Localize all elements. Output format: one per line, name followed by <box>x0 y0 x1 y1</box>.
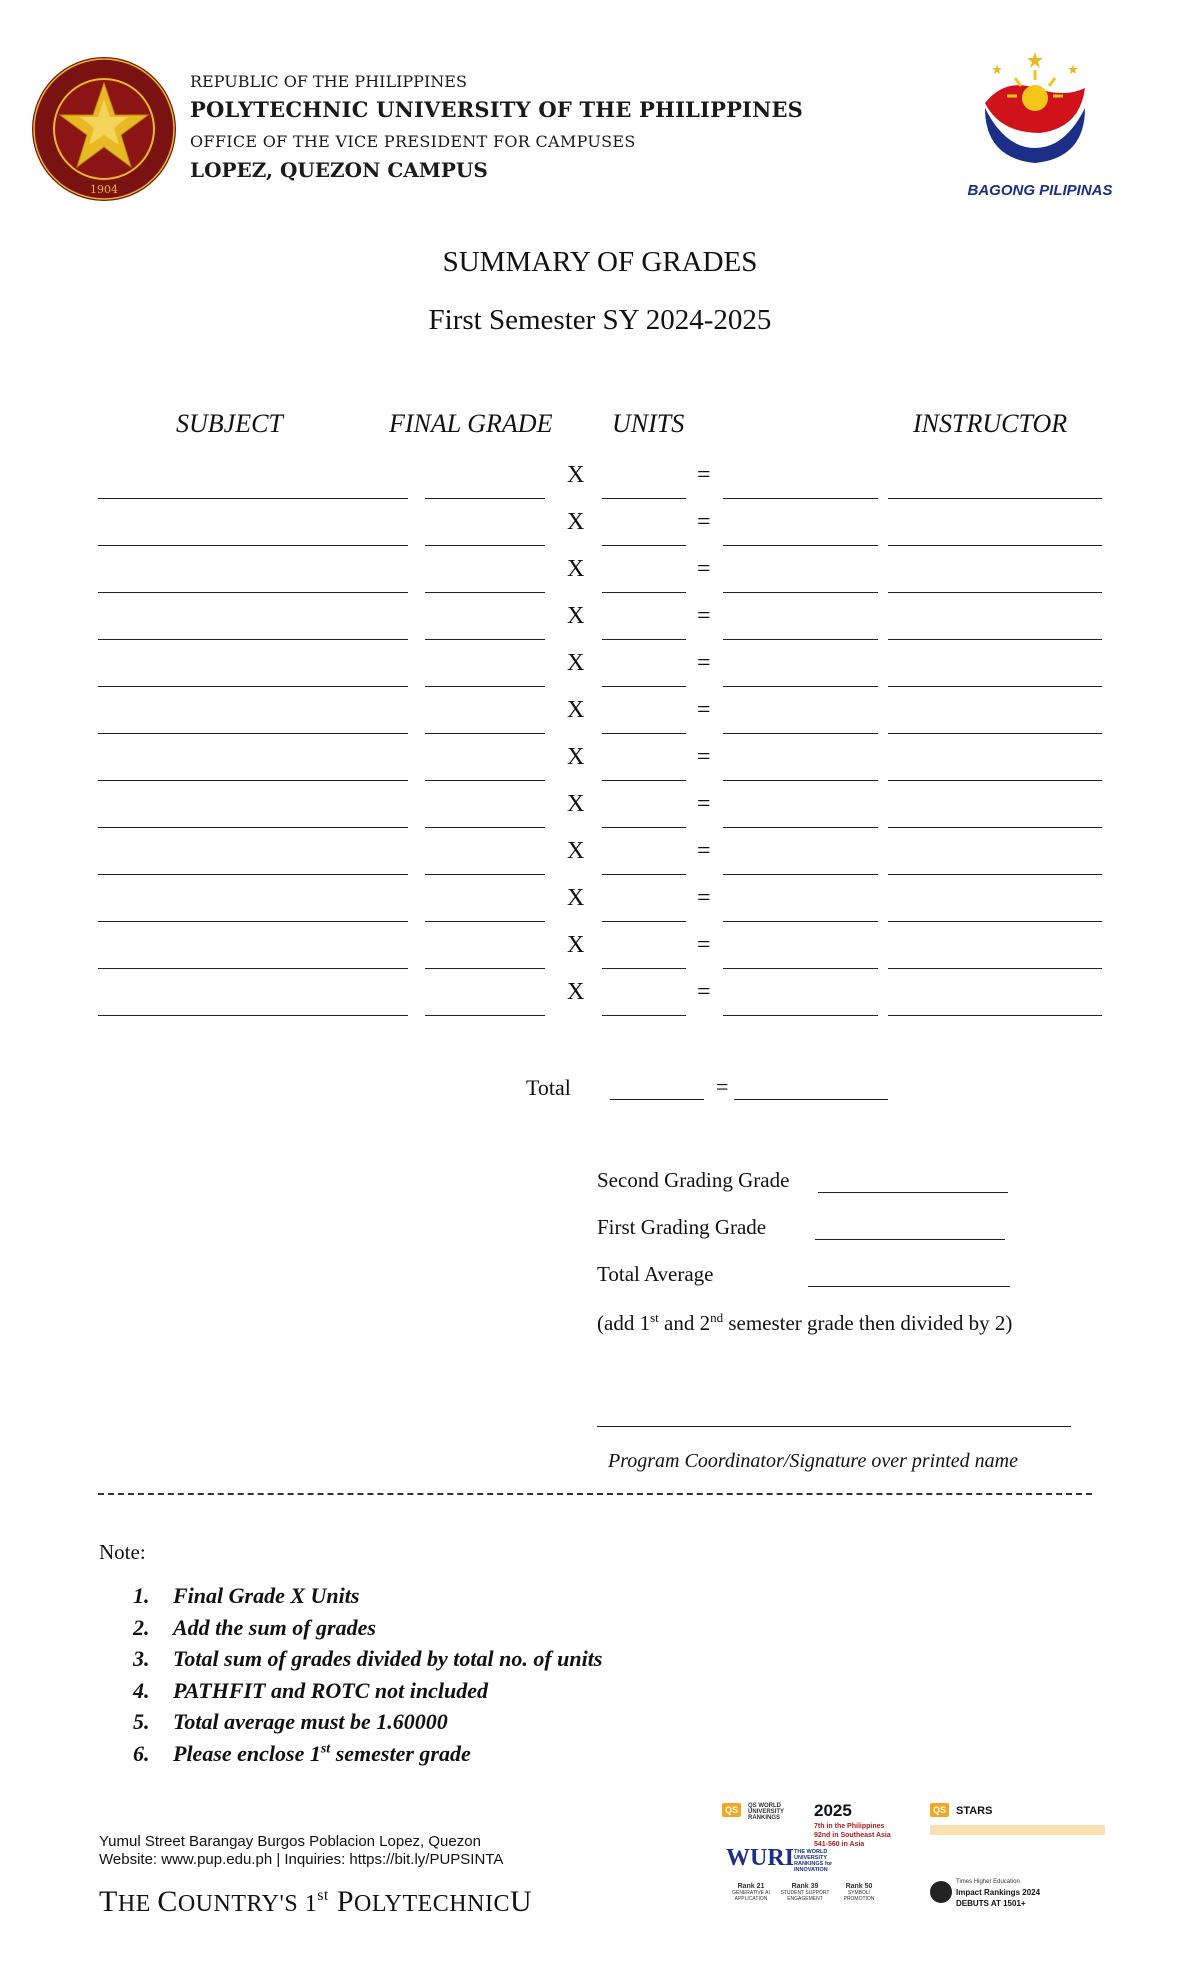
final-grade-field[interactable] <box>425 686 545 687</box>
pup-seal-logo <box>30 55 178 203</box>
units-field[interactable] <box>602 686 686 687</box>
grade-row <box>0 507 1200 554</box>
times-sign: X <box>567 932 585 958</box>
bagong-pilipinas-logo <box>965 48 1105 168</box>
grade-row <box>0 977 1200 1024</box>
wuri-sub: THE WORLD UNIVERSITY RANKINGS for INNOVATION <box>794 1849 833 1873</box>
units-field[interactable] <box>602 1015 686 1016</box>
times-sign: X <box>567 556 585 582</box>
final-grade-field[interactable] <box>425 827 545 828</box>
equals-sign: = <box>697 885 711 911</box>
note-item: 5. Total average must be 1.60000 <box>133 1709 448 1734</box>
total-average-field[interactable] <box>808 1286 1010 1287</box>
subject-field[interactable] <box>98 968 408 969</box>
instructor-field[interactable] <box>888 968 1102 969</box>
equals-sign: = <box>697 838 711 864</box>
cut-line-divider <box>98 1493 1092 1495</box>
qs-stars-label: STARS <box>956 1805 993 1817</box>
product-field[interactable] <box>723 733 878 734</box>
grade-row <box>0 742 1200 789</box>
second-grading-field[interactable] <box>818 1192 1008 1193</box>
units-field[interactable] <box>602 827 686 828</box>
the-label: Times Higher Education <box>956 1879 1020 1885</box>
signature-caption: Program Coordinator/Signature over printed name <box>608 1450 1018 1472</box>
grade-row <box>0 883 1200 930</box>
wuri-rank-39: Rank 39 STUDENT SUPPORT ENGAGEMENT <box>780 1883 830 1902</box>
instructor-field[interactable] <box>888 498 1102 499</box>
note-list <box>133 1583 602 1772</box>
qs-wur-label: QS WORLD UNIVERSITY RANKINGS <box>748 1803 784 1821</box>
header-university: POLYTECHNIC UNIVERSITY OF THE PHILIPPINES <box>190 97 804 122</box>
units-field[interactable] <box>602 498 686 499</box>
subject-field[interactable] <box>98 1015 408 1016</box>
grade-row <box>0 601 1200 648</box>
column-header-units: UNITS <box>612 409 685 438</box>
instructor-field[interactable] <box>888 686 1102 687</box>
note-item: 6. Please enclose 1st semester grade <box>133 1740 471 1766</box>
total-label: Total <box>526 1075 571 1100</box>
document-subtitle: First Semester SY 2024-2025 <box>428 304 772 336</box>
signature-line[interactable] <box>597 1426 1071 1427</box>
subject-field[interactable] <box>98 921 408 922</box>
qs-badge-icon: QS <box>722 1803 741 1817</box>
wuri-logo: WURI <box>726 1845 795 1871</box>
final-grade-field[interactable] <box>425 639 545 640</box>
times-sign: X <box>567 462 585 488</box>
header-campus: LOPEZ, QUEZON CAMPUS <box>190 158 488 182</box>
footer-address: Yumul Street Barangay Burgos Poblacion Lopez, Quezon <box>99 1833 481 1850</box>
product-field[interactable] <box>723 686 878 687</box>
rankings-badges <box>722 1803 1110 1923</box>
product-field[interactable] <box>723 968 878 969</box>
note-item: 2. Add the sum of grades <box>133 1614 376 1640</box>
instructor-field[interactable] <box>888 921 1102 922</box>
times-sign: X <box>567 838 585 864</box>
the-debut: DEBUTS AT 1501+ <box>956 1899 1026 1908</box>
footer-website: Website: www.pup.edu.ph | Inquiries: https://bit.ly/PUPSINTA <box>99 1851 504 1868</box>
bagong-pilipinas-text: BAGONG PILIPINAS <box>967 182 1113 199</box>
document-title: SUMMARY OF GRADES <box>442 246 758 278</box>
instructor-field[interactable] <box>888 827 1102 828</box>
instructor-field[interactable] <box>888 733 1102 734</box>
the-logo-icon <box>930 1881 952 1903</box>
times-sign: X <box>567 885 585 911</box>
equals-sign: = <box>697 603 711 629</box>
qs-year: 2025 <box>814 1801 852 1820</box>
times-sign: X <box>567 791 585 817</box>
final-grade-field[interactable] <box>425 733 545 734</box>
grade-row <box>0 836 1200 883</box>
qs-sea-rank: 92nd in Southeast Asia <box>814 1832 891 1839</box>
product-field[interactable] <box>723 592 878 593</box>
qs-asia-rank: 541-560 in Asia <box>814 1841 865 1848</box>
instructor-field[interactable] <box>888 639 1102 640</box>
equals-sign: = <box>697 744 711 770</box>
final-grade-field[interactable] <box>425 498 545 499</box>
instructor-field[interactable] <box>888 545 1102 546</box>
times-sign: X <box>567 697 585 723</box>
total-equals-sign: = <box>716 1074 729 1099</box>
units-field[interactable] <box>602 780 686 781</box>
average-instruction: (add 1st and 2nd semester grade then divided by 2) <box>597 1310 1013 1335</box>
product-field[interactable] <box>723 780 878 781</box>
grade-row <box>0 648 1200 695</box>
instructor-field[interactable] <box>888 874 1102 875</box>
product-field[interactable] <box>723 827 878 828</box>
product-field[interactable] <box>723 498 878 499</box>
times-sign: X <box>567 509 585 535</box>
final-grade-field[interactable] <box>425 1015 545 1016</box>
subject-field[interactable] <box>98 592 408 593</box>
second-grading-label: Second Grading Grade <box>597 1168 790 1192</box>
first-grading-field[interactable] <box>815 1239 1005 1240</box>
header-republic: REPUBLIC OF THE PHILIPPINES <box>190 72 467 91</box>
note-item: 3. Total sum of grades divided by total no. of units <box>133 1646 603 1671</box>
column-header-final-grade: FINAL GRADE <box>389 409 553 438</box>
equals-sign: = <box>697 932 711 958</box>
wuri-rank-21: Rank 21 GENERATIVE AI APPLICATION <box>732 1883 770 1902</box>
units-field[interactable] <box>602 874 686 875</box>
instructor-field[interactable] <box>888 592 1102 593</box>
subject-field[interactable] <box>98 733 408 734</box>
footer-motto: THE COUNTRY'S 1st POLYTECHNICU <box>99 1885 533 1918</box>
grade-row <box>0 695 1200 742</box>
subject-field[interactable] <box>98 545 408 546</box>
grade-row <box>0 789 1200 836</box>
equals-sign: = <box>697 556 711 582</box>
svg-text:1904: 1904 <box>90 183 118 196</box>
note-item: 4. PATHFIT and ROTC not included <box>133 1677 488 1703</box>
subject-field[interactable] <box>98 498 408 499</box>
grade-row <box>0 460 1200 507</box>
subject-field[interactable] <box>98 639 408 640</box>
units-field[interactable] <box>602 921 686 922</box>
column-header-subject: SUBJECT <box>176 409 283 438</box>
column-header-instructor: INSTRUCTOR <box>913 409 1068 438</box>
times-sign: X <box>567 650 585 676</box>
total-average-label: Total Average <box>597 1262 714 1286</box>
equals-sign: = <box>697 509 711 535</box>
equals-sign: = <box>697 791 711 817</box>
grade-rows <box>0 460 1200 1024</box>
final-grade-field[interactable] <box>425 545 545 546</box>
header-office: OFFICE OF THE VICE PRESIDENT FOR CAMPUSES <box>190 132 636 151</box>
stars-row-icon <box>930 1825 1105 1835</box>
product-field[interactable] <box>723 545 878 546</box>
instructor-field[interactable] <box>888 1015 1102 1016</box>
times-sign: X <box>567 979 585 1005</box>
first-grading-label: First Grading Grade <box>597 1215 767 1239</box>
grade-row <box>0 930 1200 977</box>
qs-ph-rank: 7th in the Philippines <box>814 1823 885 1830</box>
grade-row <box>0 554 1200 601</box>
equals-sign: = <box>697 697 711 723</box>
units-field[interactable] <box>602 733 686 734</box>
units-field[interactable] <box>602 639 686 640</box>
units-field[interactable] <box>602 968 686 969</box>
note-title: Note: <box>99 1540 146 1564</box>
qs-stars-badge-icon: QS <box>930 1803 949 1817</box>
wuri-rank-50: Rank 50 SYMBOL/ PROMOTION <box>843 1883 875 1902</box>
total-grade-field[interactable] <box>734 1099 888 1100</box>
product-field[interactable] <box>723 921 878 922</box>
times-sign: X <box>567 744 585 770</box>
product-field[interactable] <box>723 1015 878 1016</box>
final-grade-field[interactable] <box>425 592 545 593</box>
subject-field[interactable] <box>98 686 408 687</box>
times-sign: X <box>567 603 585 629</box>
product-field[interactable] <box>723 639 878 640</box>
units-field[interactable] <box>602 545 686 546</box>
final-grade-field[interactable] <box>425 968 545 969</box>
total-units-field[interactable] <box>610 1099 704 1100</box>
equals-sign: = <box>697 650 711 676</box>
subject-field[interactable] <box>98 827 408 828</box>
the-impact: Impact Rankings 2024 <box>956 1888 1041 1897</box>
footer-contact <box>99 1833 503 1869</box>
note-item: 1. Final Grade X Units <box>133 1583 360 1608</box>
units-field[interactable] <box>602 592 686 593</box>
product-field[interactable] <box>723 874 878 875</box>
final-grade-field[interactable] <box>425 921 545 922</box>
equals-sign: = <box>697 979 711 1005</box>
final-grade-field[interactable] <box>425 874 545 875</box>
subject-field[interactable] <box>98 874 408 875</box>
final-grade-field[interactable] <box>425 780 545 781</box>
subject-field[interactable] <box>98 780 408 781</box>
equals-sign: = <box>697 462 711 488</box>
instructor-field[interactable] <box>888 780 1102 781</box>
